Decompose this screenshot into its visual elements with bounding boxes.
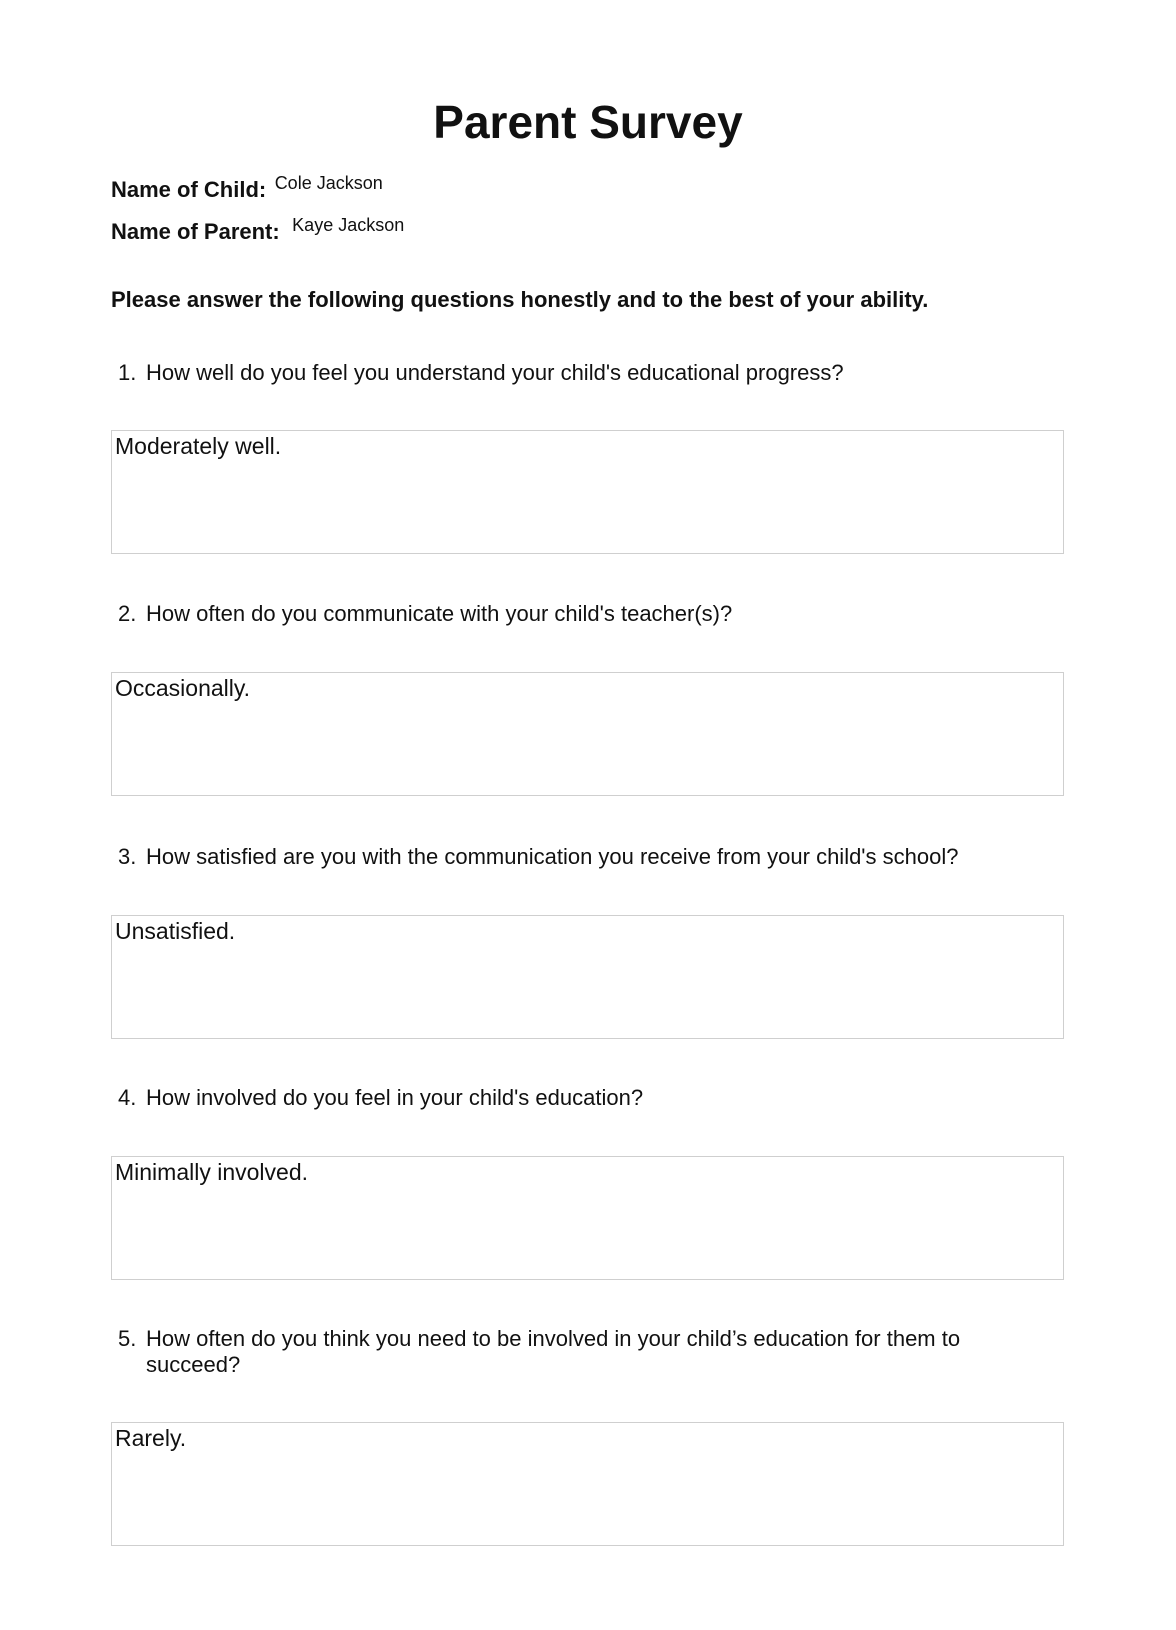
question-5 <box>118 1326 998 1378</box>
question-number: 2. <box>118 601 137 626</box>
answer-box-2[interactable]: Occasionally. <box>111 672 1064 796</box>
child-name-value[interactable]: Cole Jackson <box>274 173 383 193</box>
question-text: How satisfied are you with the communication you receive from your child's school? <box>146 844 959 869</box>
answer-box-3[interactable]: Unsatisfied. <box>111 915 1064 1039</box>
child-name-row <box>111 173 383 203</box>
question-number: 3. <box>118 844 137 869</box>
page-title: Parent Survey <box>433 96 743 148</box>
answer-box-1[interactable]: Moderately well. <box>111 430 1064 554</box>
question-4 <box>118 1085 998 1111</box>
question-text: How often do you think you need to be involved in your child’s education for them to succeed? <box>146 1326 961 1377</box>
question-number: 4. <box>118 1085 137 1110</box>
question-number: 5. <box>118 1326 137 1351</box>
answer-box-4[interactable]: Minimally involved. <box>111 1156 1064 1280</box>
parent-name-value[interactable]: Kaye Jackson <box>292 215 405 235</box>
question-text: How well do you feel you understand your child's educational progress? <box>146 360 844 385</box>
instructions-text: Please answer the following questions honestly and to the best of your ability. <box>111 287 929 312</box>
answer-box-5[interactable]: Rarely. <box>111 1422 1064 1546</box>
question-1 <box>118 360 998 386</box>
question-text: How often do you communicate with your child's teacher(s)? <box>146 601 733 626</box>
question-2 <box>118 601 998 627</box>
question-number: 1. <box>118 360 137 385</box>
parent-name-row <box>111 215 405 245</box>
child-name-label: Name of Child: <box>111 177 267 202</box>
question-3 <box>118 844 998 870</box>
parent-name-label: Name of Parent: <box>111 219 280 244</box>
question-text: How involved do you feel in your child's education? <box>146 1085 644 1110</box>
